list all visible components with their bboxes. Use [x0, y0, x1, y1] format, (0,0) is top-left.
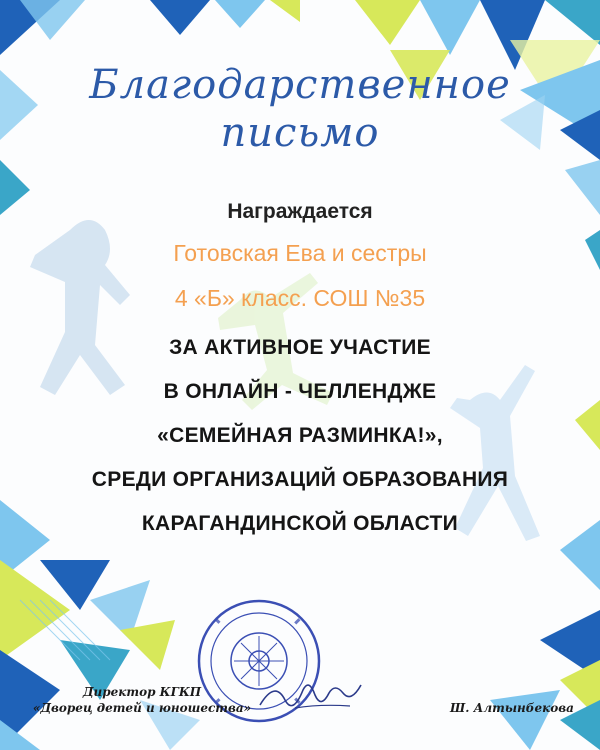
signer-position-line2: «Дворец детей и юношества» — [32, 701, 252, 715]
body-line: ЗА АКТИВНОЕ УЧАСТИЕ — [169, 336, 431, 359]
signer-position-line1: Директор КГКП — [82, 685, 202, 699]
body-line: В ОНЛАЙН - ЧЕЛЛЕНДЖЕ — [163, 380, 437, 403]
signer-position — [32, 684, 252, 716]
awarded-label: Награждается — [227, 200, 373, 223]
recipient-class-school: 4 «Б» класс. СОШ №35 — [174, 285, 426, 311]
certificate-title-line2: письмо — [220, 110, 380, 156]
signer-name: Ш. Алтынбекова — [450, 701, 574, 715]
body-line: КАРАГАНДИНСКОЙ ОБЛАСТИ — [141, 512, 459, 535]
body-line: «СЕМЕЙНАЯ РАЗМИНКА!», — [157, 424, 443, 447]
recipient-name: Готовская Ева и сестры — [173, 240, 427, 266]
certificate-title-line1: Благодарственное — [89, 62, 511, 108]
handwritten-signature — [255, 670, 365, 720]
body-line: СРЕДИ ОРГАНИЗАЦИЙ ОБРАЗОВАНИЯ — [91, 468, 509, 491]
